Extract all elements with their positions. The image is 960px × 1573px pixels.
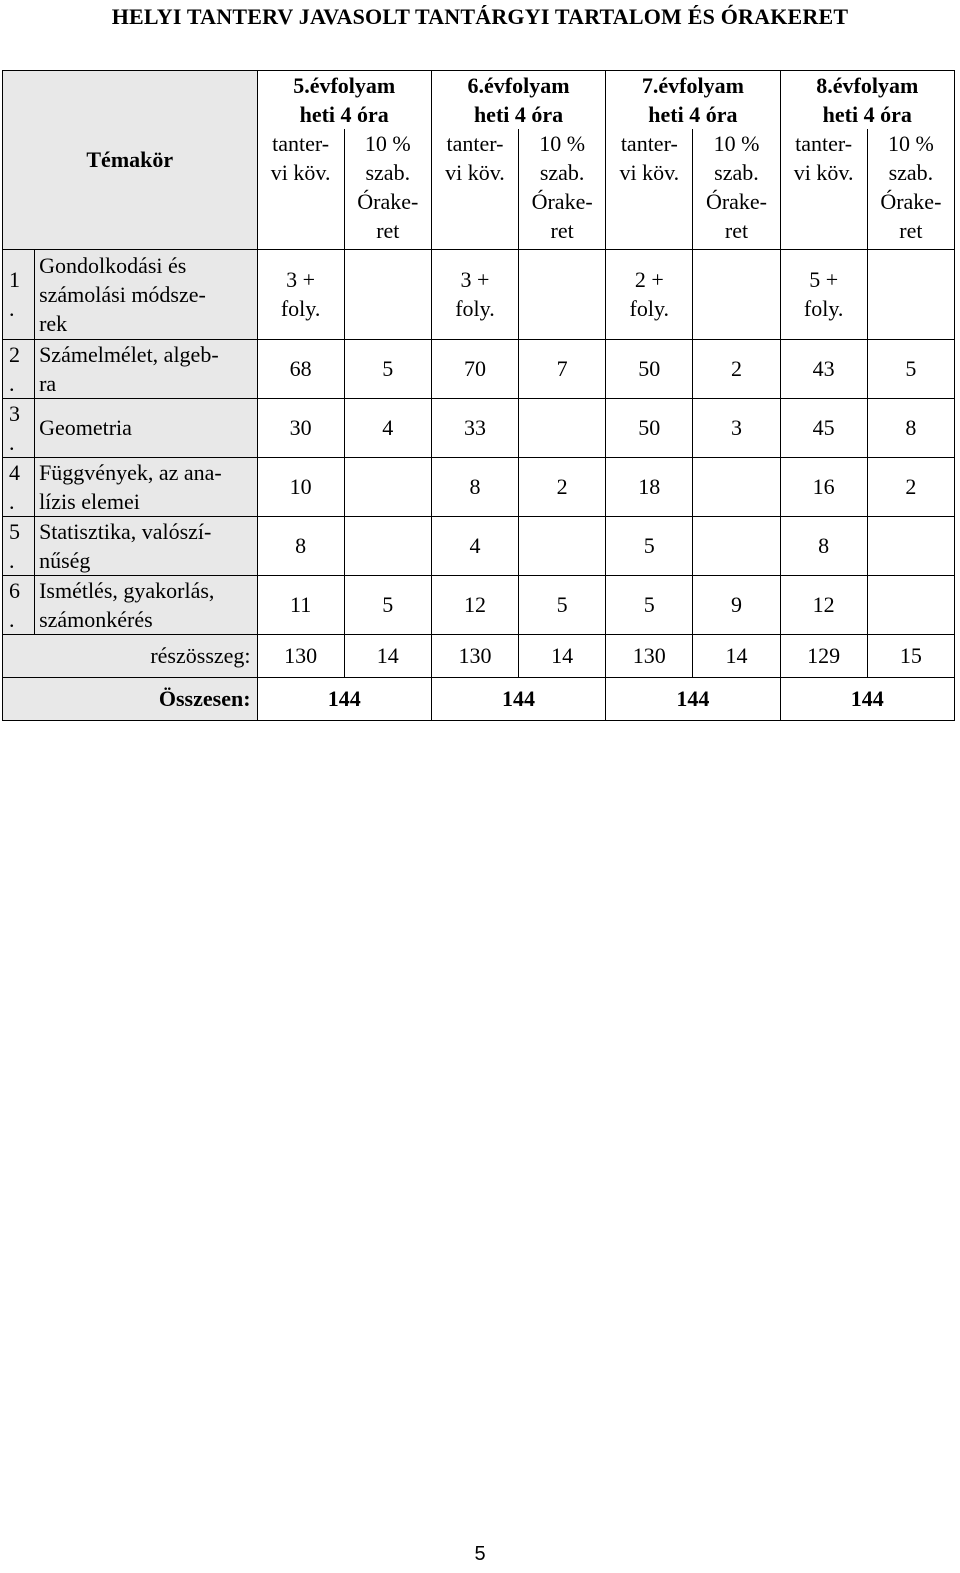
value-cell: 2 <box>693 339 780 398</box>
value-cell: 5 + foly. <box>780 249 867 339</box>
table-row <box>3 398 955 457</box>
table-row <box>3 249 955 339</box>
total-cell: 144 <box>257 677 431 720</box>
value-cell <box>867 516 954 575</box>
grade-header: 7.évfolyam heti 4 óra <box>606 71 780 130</box>
subheader-curriculum: tanter- vi köv. <box>780 129 867 249</box>
value-cell: 43 <box>780 339 867 398</box>
value-cell: 12 <box>780 575 867 634</box>
subheader-curriculum: tanter- vi köv. <box>431 129 518 249</box>
value-cell: 3 + foly. <box>431 249 518 339</box>
partial-sum-cell: 130 <box>431 634 518 677</box>
value-cell: 5 <box>606 575 693 634</box>
value-cell: 3 <box>693 398 780 457</box>
value-cell: 5 <box>519 575 606 634</box>
row-number: 2 . <box>3 339 35 398</box>
partial-sum-cell: 14 <box>693 634 780 677</box>
topic-cell: Függvények, az ana- lízis elemei <box>35 457 257 516</box>
subheader-free-hours: 10 % szab. Órake- ret <box>867 129 954 249</box>
value-cell: 5 <box>867 339 954 398</box>
value-cell: 2 <box>867 457 954 516</box>
partial-sum-cell: 129 <box>780 634 867 677</box>
table-row <box>3 516 955 575</box>
value-cell: 70 <box>431 339 518 398</box>
value-cell <box>693 457 780 516</box>
subheader-free-hours: 10 % szab. Órake- ret <box>344 129 431 249</box>
total-cell: 144 <box>431 677 605 720</box>
value-cell: 4 <box>344 398 431 457</box>
value-cell: 8 <box>780 516 867 575</box>
total-row <box>3 677 955 720</box>
value-cell <box>519 398 606 457</box>
subheader-curriculum: tanter- vi köv. <box>257 129 344 249</box>
value-cell: 9 <box>693 575 780 634</box>
value-cell <box>867 575 954 634</box>
value-cell: 8 <box>431 457 518 516</box>
value-cell: 5 <box>344 339 431 398</box>
value-cell <box>344 516 431 575</box>
value-cell <box>344 457 431 516</box>
partial-sum-label: részösszeg: <box>3 634 258 677</box>
topic-cell: Ismétlés, gyakorlás, számonkérés <box>35 575 257 634</box>
value-cell: 2 + foly. <box>606 249 693 339</box>
value-cell <box>693 516 780 575</box>
partial-sum-cell: 130 <box>257 634 344 677</box>
value-cell <box>519 249 606 339</box>
value-cell <box>519 516 606 575</box>
value-cell: 7 <box>519 339 606 398</box>
value-cell: 5 <box>606 516 693 575</box>
value-cell <box>867 249 954 339</box>
value-cell: 12 <box>431 575 518 634</box>
document-title: HELYI TANTERV JAVASOLT TANTÁRGYI TARTALOM ÉS ÓRAKERET <box>111 4 849 29</box>
row-number: 3 . <box>3 398 35 457</box>
partial-sum-cell: 15 <box>867 634 954 677</box>
value-cell <box>344 249 431 339</box>
value-cell: 10 <box>257 457 344 516</box>
row-number: 5 . <box>3 516 35 575</box>
subheader-free-hours: 10 % szab. Órake- ret <box>519 129 606 249</box>
table-row <box>3 457 955 516</box>
value-cell: 5 <box>344 575 431 634</box>
value-cell: 30 <box>257 398 344 457</box>
row-number: 1 . <box>3 249 35 339</box>
total-cell: 144 <box>780 677 954 720</box>
topic-cell: Statisztika, valószí- nűség <box>35 516 257 575</box>
topic-cell: Geometria <box>35 398 257 457</box>
value-cell: 50 <box>606 339 693 398</box>
value-cell: 45 <box>780 398 867 457</box>
total-cell: 144 <box>606 677 780 720</box>
value-cell: 50 <box>606 398 693 457</box>
value-cell <box>693 249 780 339</box>
value-cell: 8 <box>257 516 344 575</box>
row-number: 4 . <box>3 457 35 516</box>
row-number: 6 . <box>3 575 35 634</box>
subheader-curriculum: tanter- vi köv. <box>606 129 693 249</box>
value-cell: 3 + foly. <box>257 249 344 339</box>
value-cell: 4 <box>431 516 518 575</box>
grade-header: 6.évfolyam heti 4 óra <box>431 71 605 130</box>
header-temakor: Témakör <box>3 71 258 250</box>
value-cell: 8 <box>867 398 954 457</box>
value-cell: 68 <box>257 339 344 398</box>
partial-sum-cell: 130 <box>606 634 693 677</box>
table-row <box>3 575 955 634</box>
value-cell: 11 <box>257 575 344 634</box>
subheader-free-hours: 10 % szab. Órake- ret <box>693 129 780 249</box>
value-cell: 16 <box>780 457 867 516</box>
value-cell: 33 <box>431 398 518 457</box>
grade-header: 8.évfolyam heti 4 óra <box>780 71 954 130</box>
page-number: 5 <box>474 1543 486 1565</box>
topic-cell: Számelmélet, algeb- ra <box>35 339 257 398</box>
partial-sum-cell: 14 <box>519 634 606 677</box>
curriculum-table <box>2 70 955 721</box>
value-cell: 2 <box>519 457 606 516</box>
partial-sum-row <box>3 634 955 677</box>
topic-cell: Gondolkodási és számolási módsze- rek <box>35 249 257 339</box>
table-row <box>3 339 955 398</box>
total-label: Összesen: <box>3 677 258 720</box>
partial-sum-cell: 14 <box>344 634 431 677</box>
grade-header: 5.évfolyam heti 4 óra <box>257 71 431 130</box>
value-cell: 18 <box>606 457 693 516</box>
